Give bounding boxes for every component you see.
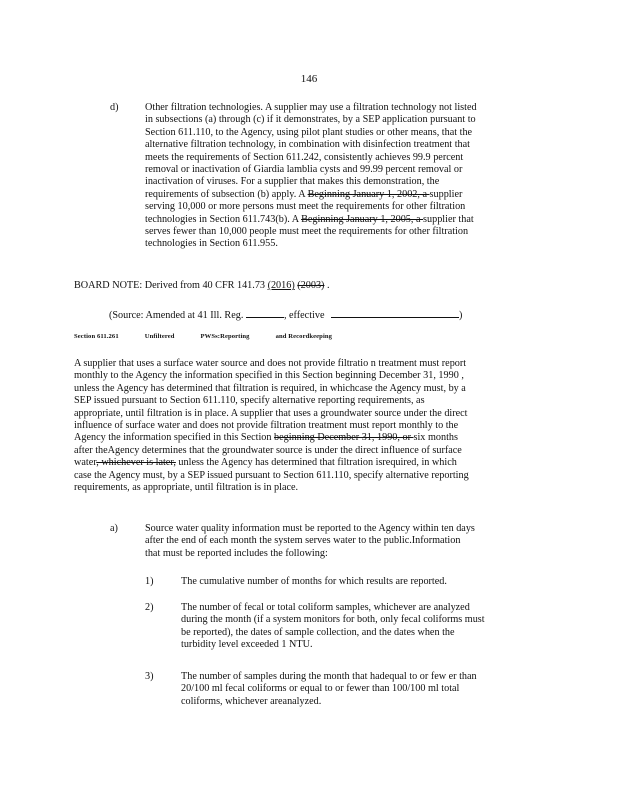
item-2-line: The number of fecal or total coliform samples, whichever are analyzed — [181, 602, 470, 613]
deleted-text: Beginning January 1, 2005, a — [301, 213, 424, 225]
para-d-text: requirements of subsection (b) apply. A — [145, 188, 308, 200]
para-d-line: alternative filtration technology, in combination with disinfection treatment that — [145, 139, 470, 151]
para-d-line: removal or inactivation of Giardia lamblia cysts and 99.99 percent removal or — [145, 164, 463, 176]
item-3-line: coliforms, whichever areanalyzed. — [181, 695, 322, 707]
main-line: appropriate, until filtration is in place. A supplier that uses a groundwater source under the direct — [74, 407, 468, 419]
item-2-label: 2) — [145, 602, 154, 613]
main-line: requirements, as appropriate, until filtration is in place. — [74, 482, 299, 494]
section-title: Unfiltered — [144, 333, 175, 340]
para-d-text: supplier — [429, 188, 463, 200]
item-a-line: that must be reported includes the following: — [145, 547, 328, 559]
item-2-line: turbidity level exceeded 1 NTU. — [181, 639, 313, 651]
item-a-line: Source water quality information must be reported to the Agency within ten days — [145, 523, 475, 534]
effective-blank — [331, 307, 459, 318]
para-d-line — [145, 189, 541, 201]
main-text: unless the Agency has determined that filtration isrequired, in which — [175, 457, 457, 469]
source-text: , effective — [283, 310, 325, 321]
section-title: PWSs:Reporting — [200, 333, 250, 340]
para-d-body — [145, 102, 541, 251]
source-text: (Source: Amended at 41 Ill. Reg. — [109, 310, 244, 321]
deleted-text: , whichever is later, — [96, 457, 176, 469]
main-line: case the Agency must, by a SEP issued pursuant to Section 611.110, specify alternative reporting — [74, 469, 469, 481]
item-3-line: The number of samples during the month that hadequal to or few er than — [181, 671, 477, 682]
para-d-text: supplier that — [423, 213, 474, 225]
deleted-text: beginning December 31, 1990, or — [274, 432, 414, 444]
deleted-text: (2003) — [297, 280, 325, 291]
main-line: SEP issued pursuant to Section 611.110, specify alternative reporting requirements, as — [74, 395, 425, 407]
para-d-line: Other filtration technologies. A supplier may use a filtration technology not listed — [145, 102, 477, 113]
para-d-line: serves fewer than 10,000 people must meet the requirements for other filtration — [145, 226, 469, 238]
para-d-text: technologies in Section 611.743(b). A — [145, 213, 302, 225]
board-note-end: . — [324, 280, 330, 291]
main-line — [74, 432, 540, 444]
item-2-line: during the month (if a system monitors for both, only fecal coliforms must — [181, 614, 485, 626]
source-close: ) — [459, 310, 463, 321]
main-line: influence of surface water and does not provide filtration treatment must report monthly to the — [74, 420, 459, 432]
item-3-label: 3) — [145, 671, 154, 682]
item-2-line: be reported), the dates of sample collection, and the dates when the — [181, 626, 455, 638]
deleted-text: Beginning January 1, 2002, a — [307, 188, 430, 200]
para-d-label: d) — [110, 102, 119, 113]
main-line: A supplier that uses a surface water source and does not provide filtratio n treatment must report — [74, 358, 467, 369]
section-number: Section 611.261 — [74, 333, 119, 340]
main-text: water — [74, 457, 97, 469]
para-d-line — [145, 214, 541, 226]
source-note — [109, 307, 462, 321]
main-line: monthly to the Agency the information specified in this Section beginning December 31, 1990 , — [74, 370, 464, 382]
item-3-line: 20/100 ml fecal coliforms or equal to or fewer than 100/100 ml total — [181, 683, 460, 695]
item-3-body — [181, 671, 537, 708]
main-paragraph — [74, 358, 540, 494]
item-a-body — [145, 523, 537, 560]
main-text: six months — [413, 432, 458, 444]
para-d-line: in subsections (a) through (c) if it demonstrates, by a SEP application pursuant to — [145, 114, 476, 126]
main-line: unless the Agency has determined that filtration is required, in whichcase the Agency must, by a — [74, 382, 466, 394]
item-1-line: The cumulative number of months for which results are reported. — [181, 576, 447, 587]
board-note — [74, 280, 330, 291]
para-d-line: serving 10,000 or more persons must meet the requirements for other filtration — [145, 201, 466, 213]
para-d-line: Section 611.110, to the Agency, using pilot plant studies or other means, that the — [145, 126, 473, 138]
main-line — [74, 457, 540, 469]
board-note-text: BOARD NOTE: Derived from 40 CFR 141.73 — [74, 280, 268, 291]
section-title: and Recordkeeping — [275, 333, 333, 340]
para-d-line: meets the requirements of Section 611.242, consistently achieves 99.9 percent — [145, 151, 464, 163]
para-d-line: inactivation of viruses. For a supplier that makes this demonstration, the — [145, 176, 440, 188]
main-text: Agency the information specified in this Section — [74, 432, 275, 444]
item-a-label: a) — [110, 523, 118, 534]
item-a-line: after the end of each month the system serves water to the public.Information — [145, 535, 461, 547]
inserted-text: (2016) — [267, 280, 295, 291]
main-line: after theAgency determines that the groundwater source is under the direct influence of surface — [74, 444, 462, 456]
item-1-label: 1) — [145, 576, 154, 587]
page-number: 146 — [300, 73, 318, 85]
item-2-body — [181, 602, 537, 652]
section-heading — [74, 333, 358, 340]
reg-blank — [246, 307, 284, 318]
para-d-line: technologies in Section 611.955. — [145, 238, 278, 250]
item-1-body — [181, 576, 537, 588]
